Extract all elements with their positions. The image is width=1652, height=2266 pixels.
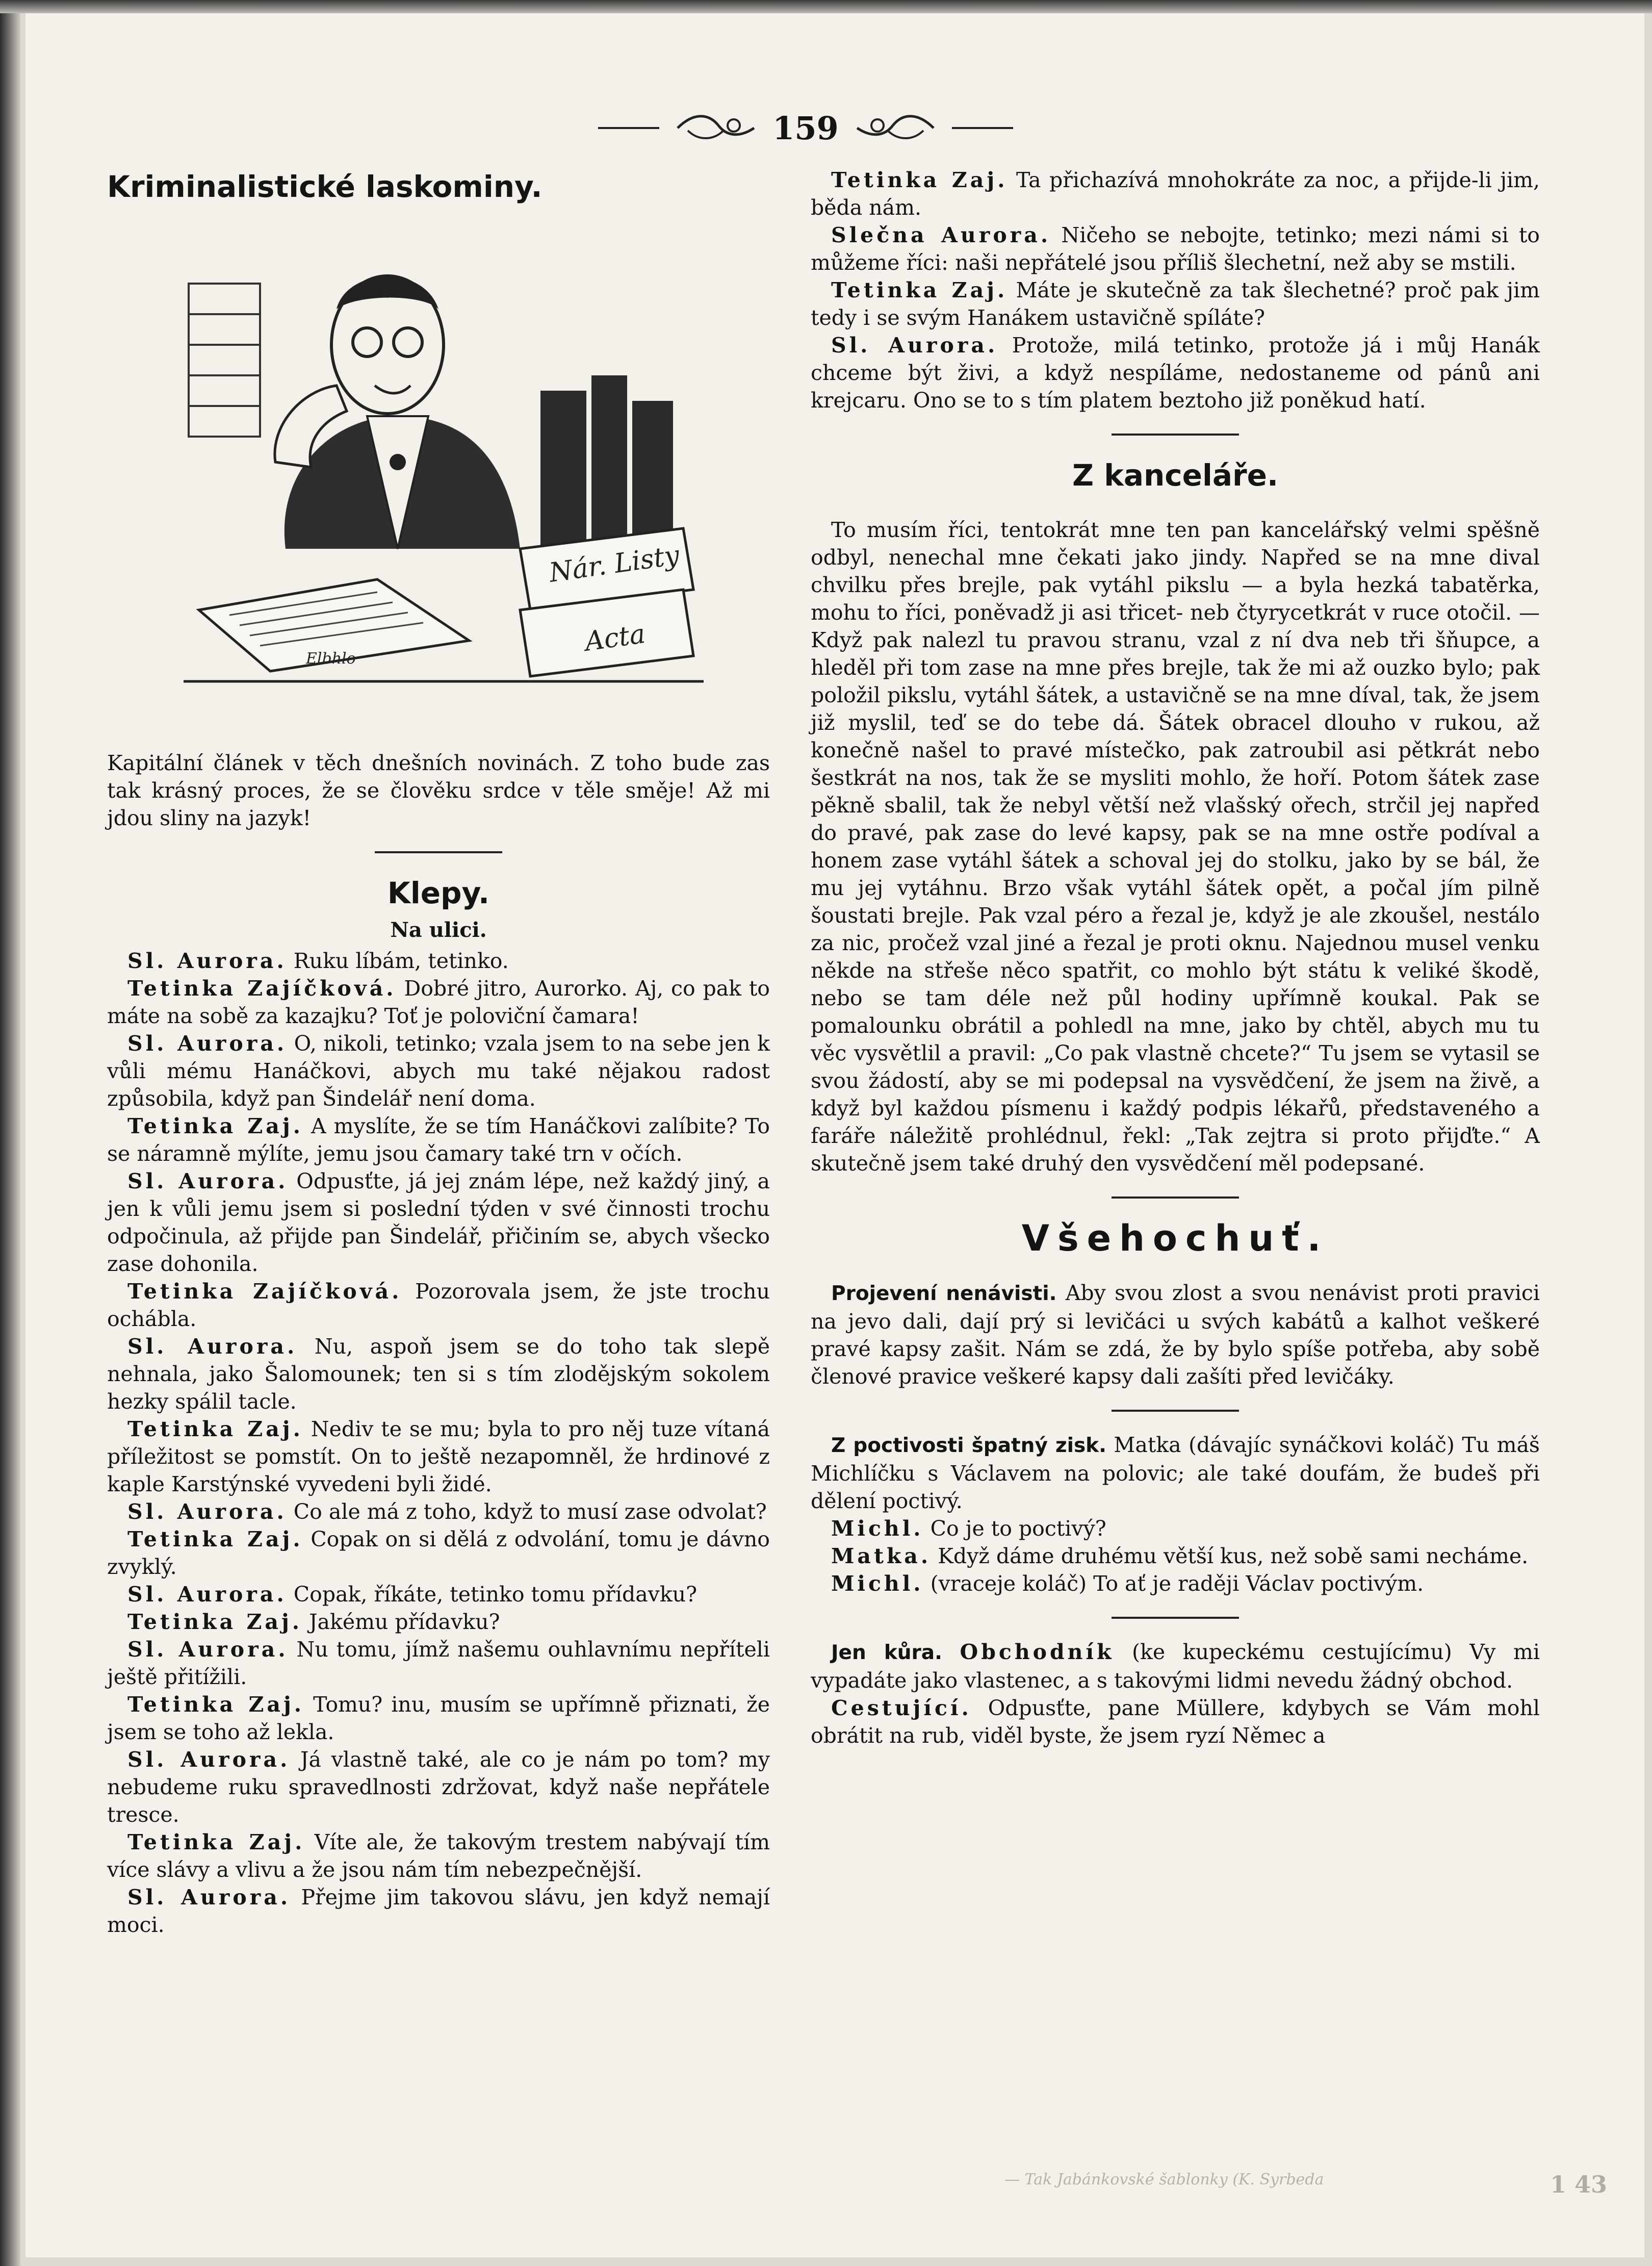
section-divider — [1112, 1196, 1239, 1199]
section-divider — [1112, 434, 1239, 436]
line-text: Ta přichazívá mnohokráte za noc, a přijde-li jim, běda nám. — [811, 168, 1540, 220]
dialogue-line — [107, 1167, 770, 1278]
dialogue-line — [107, 1525, 770, 1581]
ornament-left-icon — [673, 110, 759, 146]
line-text: Co ale má z toho, když to musí zase odvolat? — [293, 1499, 767, 1524]
article-title-klepy: Klepy. — [387, 876, 490, 910]
scan-edge-top — [0, 0, 1652, 13]
speaker: Sl. Aurora. — [127, 1031, 288, 1056]
speaker: Tetinka Zaj. — [127, 1527, 303, 1551]
caricature-caption: Kapitální článek v těch dnešních novinách. Z toho bude zas tak krásný proces, že se člověku srdce v těle směje! Až mi jdou sliny na jazyk! — [107, 751, 770, 830]
dialogue-line — [811, 276, 1540, 332]
dialogue-line — [107, 1581, 770, 1608]
dialogue-line — [107, 1112, 770, 1167]
head-rule-right — [952, 127, 1013, 129]
vsehochut-item-3 — [811, 1638, 1540, 1694]
item-lead: Z poctivosti špatný zisk. — [831, 1434, 1106, 1457]
speaker: Sl. Aurora. — [127, 1499, 287, 1524]
dialogue-line — [107, 1333, 770, 1415]
line-text: Nediv te se mu; byla to pro něj tuze vítaná příležitost se pomstít. On to ještě nezapomněl, že hrdinové z kaple Karstýnské vyvedeni byli židé. — [107, 1417, 770, 1496]
dialogue-line — [107, 1828, 770, 1883]
ornament-right-icon — [852, 110, 939, 146]
line-text: Copak, říkáte, tetinko tomu přídavku? — [293, 1582, 698, 1607]
speaker: Tetinka Zaj. — [127, 1114, 303, 1138]
speaker: Michl. — [831, 1516, 924, 1541]
vsehochut-item-1 — [811, 1279, 1540, 1390]
dialogue-line — [107, 1278, 770, 1333]
dialogue-line — [107, 947, 770, 975]
illustration-label-elbhlo: Elbhlo — [306, 650, 356, 668]
dialogue-line — [811, 332, 1540, 414]
item-text: Matka (dávajíc synáčkovi koláč) Tu máš Michlíčku s Václavem na polovic; ale také doufám, že budeš při dělení poctivý. — [811, 1433, 1540, 1513]
section-divider — [1112, 1617, 1239, 1619]
speaker: Slečna Aurora. — [831, 223, 1051, 247]
illustration-label-acta: Acta — [583, 618, 648, 657]
line-text: Odpusťte, pane Müllere, kdybych se Vám mohl obrátit na rub, viděl byste, že jsem ryzí Němec a — [811, 1696, 1540, 1748]
speaker: Tetinka Zajíčková. — [127, 976, 397, 1001]
left-column — [107, 166, 770, 1939]
dialogue-line — [107, 1608, 770, 1636]
speaker: Sl. Aurora. — [127, 1334, 298, 1359]
line-text: Pozorovala jsem, že jste trochu ochábla. — [107, 1279, 770, 1331]
line-text: (vraceje koláč) To ať je raději Václav poctivým. — [930, 1571, 1424, 1596]
line-text: Dobré jitro, Aurorko. Aj, co pak to máte na sobě za kazajku? Toť je poloviční čamara! — [107, 976, 770, 1028]
head-rule-left — [598, 127, 659, 129]
dialogue-line — [107, 1746, 770, 1828]
speaker: Tetinka Zaj. — [127, 1692, 305, 1717]
line-text: Tomu? inu, musím se upřímně přiznati, že jsem se toho až lekla. — [107, 1692, 770, 1744]
running-head — [581, 105, 1030, 151]
section-divider — [1112, 1410, 1239, 1412]
speaker: Sl. Aurora. — [127, 1885, 291, 1909]
article-title-kriminalisticke: Kriminalistické laskominy. — [107, 169, 543, 204]
line-text: Přejme jim takovou slávu, jen když nemají moci. — [107, 1885, 770, 1937]
speaker: Tetinka Zaj. — [127, 1417, 303, 1441]
speaker: Sl. Aurora. — [127, 1637, 289, 1662]
dialogue-line — [107, 975, 770, 1030]
newspaper-page — [25, 13, 1644, 2257]
speaker: Tetinka Zaj. — [831, 278, 1008, 302]
speaker: Sl. Aurora. — [127, 1582, 287, 1607]
speaker: Sl. Aurora. — [127, 1747, 291, 1772]
line-text: Co je to poctivý? — [930, 1516, 1106, 1541]
line-text: Ničeho se nebojte, tetinko; mezi námi si to můžeme říci: naši nepřátelé jsou příliš šlechetní, než aby se mstili. — [811, 223, 1540, 275]
dialogue-line — [107, 1883, 770, 1939]
line-text: (ke kupeckému cestujícímu) Vy mi vypadáte jako vlastenec, a s takovými lidmi nevedu žádný obchod. — [811, 1640, 1540, 1693]
item-text: Aby svou zlost a svou nenávist proti pravici na jevo dali, dají prý si levičáci u svých kabátů a kalhot veškeré pravé kapsy zašit. Nám se zdá, že by bylo spíše potřeba, aby sobě členové pravice veškeré kapsy dali zašíti před levičáky. — [811, 1281, 1540, 1389]
dialogue-line — [107, 1691, 770, 1746]
speaker: Sl. Aurora. — [127, 949, 287, 973]
dialogue-line — [811, 1694, 1540, 1749]
z-kancelare-body: To musím říci, tentokrát mne ten pan kancelářský velmi spěšně odbyl, nenechal mne čekati jako jindy. Napřed se na mne dival chvilku přes brejle, pak vytáhl pikslu — a byla hezká tabatěrka, mohu to říci, poněvadž ji asi třicet- neb čtyrycetkrát v ruce otočil. — Když pak nalezl tu pravou stranu, vzal z ní dva neb tři šňupce, a hleděl při tom zase na mne přes brejle, tak že mi až ouzko bylo; pak položil pikslu, vytáhl šátek, a ustavičně se na mne díval, tak, že jsem již myslil, teď se do tebe dá. Šátek obracel dlouho v rukou, až konečně našel to pravé místečko, pak zatroubil asi pětkrát nebo šestkrát na nos, tak že se mysliti mohlo, že hoří. Potom šátek zase pěkně sbalil, tak že nebyl větší než vlašský ořech, strčil jej napřed do pravé, pak zase do levé kapsy, pak se na mne ostře podíval a honem zase vytáhl šátek a schoval jej do stolku, jako by se bál, že mu jej vytáhnu. Brzo však vytáhl šátek opět, a počal jím pilně šoustati brejle. Pak vzal péro a řezal je, když je ale zkoušel, nestálo za nic, pročež vzal jiné a řezal je proti oknu. Najednou musel venku někde na střeše něco spatřit, co mohlo být státu k veliké škodě, nebo se tam déle než půl hodiny upřímně koukal. Pak se pomalounku obrátil a pohledl na mne, jako by chtěl, abych mu tu věc vysvětlil a pravil: „Co pak vlastně chcete?“ Tu jsem se vytasil se svou žádostí, aby se mi podepsal na vysvědčení, že jsem na živě, a když byl každou písmenu i každý podpis lékařů, představeného a faráře náležitě prohlédnul, řekl: „Tak zejtra si proto přijďte.“ A skutečně jsem také druhý den vysvědčení měl podepsané. — [811, 518, 1540, 1176]
item-lead: Projevení nenávisti. — [831, 1282, 1057, 1305]
caricature-illustration — [184, 222, 704, 722]
line-text: Nu, aspoň jsem se do toho tak slepě nehnala, jako Šalomounek; ten si s tím zlodějským sokolem hezky spálil tacle. — [107, 1334, 770, 1414]
line-text: Odpusťte, já jej znám lépe, než každý jiný, a jen k vůli jemu jsem si poslední týden v své činnosti trochu odpočinula, až přijde pan Šindelář, přičiním se, abych všecko zase dohonila. — [107, 1169, 770, 1276]
speaker: Michl. — [831, 1571, 924, 1596]
dialogue-line — [811, 166, 1540, 221]
subtitle-na-ulici: Na ulici. — [390, 918, 487, 942]
line-text: Máte je skutečně za tak šlechetné? proč pak jim tedy i se svým Hanákem ustavičně spíláte? — [811, 278, 1540, 330]
scan-edge-left — [0, 0, 20, 2266]
line-text: O, nikoli, tetinko; vzala jsem to na sebe jen k vůli mému Hanáčkovi, abych mu také nějakou radost způsobila, když pan Šindelář není doma. — [107, 1031, 770, 1111]
line-text: Protože, milá tetinko, protože já i můj Hanák chceme být živi, a když nespíláme, nedostaneme od pánů ani krejcaru. Ono se to s tím platem beztoho již poněkud hatí. — [811, 333, 1540, 413]
line-text: Jakému přídavku? — [309, 1610, 500, 1634]
speaker: Tetinka Zaj. — [127, 1610, 303, 1634]
bleed-through-footer: — Tak Jabánkovské šablonky (K. Syrbeda — [1004, 2171, 1324, 2188]
line-text: A myslíte, že se tím Hanáčkovi zalíbite? To se náramně mýlíte, jemu jsou čamary také trn v očích. — [107, 1114, 770, 1166]
speaker: Matka. — [831, 1544, 932, 1568]
speaker: Sl. Aurora. — [127, 1169, 289, 1193]
article-title-z-kancelare: Z kanceláře. — [1072, 458, 1278, 493]
speaker: Obchodník — [960, 1640, 1115, 1664]
speaker: Sl. Aurora. — [831, 333, 998, 358]
dialogue-line — [811, 221, 1540, 276]
spacer — [811, 1259, 1540, 1279]
item-lead: Jen kůra. — [831, 1641, 942, 1664]
dialogue-line — [107, 1636, 770, 1691]
dialogue-line — [107, 1030, 770, 1112]
speaker: Tetinka Zaj. — [831, 168, 1008, 192]
dialogue-line — [811, 1515, 1540, 1542]
illustration-label-nar-listy: Nár. Listy — [547, 540, 682, 589]
line-text: Ruku líbám, tetinko. — [293, 949, 509, 973]
speaker: Tetinka Zajíčková. — [127, 1279, 402, 1304]
line-text: Copak on si dělá z odvolání, tomu je dávno zvyklý. — [107, 1527, 770, 1579]
section-divider — [375, 851, 502, 853]
klepy-continuation — [811, 166, 1540, 414]
dialogue-line — [107, 1498, 770, 1525]
dialogue-line — [811, 1570, 1540, 1597]
line-text: Víte ale, že takovým trestem nabývají tím více slávy a vlivu a že jsou nám tím nebezpečnější. — [107, 1830, 770, 1882]
line-text: Nu tomu, jímž našemu ouhlavnímu nepříteli ještě přitížili. — [107, 1637, 770, 1689]
dialogue-line — [811, 1542, 1540, 1570]
spacer — [811, 496, 1540, 516]
page-number: 159 — [772, 109, 839, 147]
article-title-vsehochut: Všehochuť. — [1021, 1217, 1329, 1259]
line-text: Já vlastně také, ale co je nám po tom? my nebudeme ruku spravedlnosti zdržovat, když naše nepřátele tresce. — [107, 1747, 770, 1827]
page-mark: 1 43 — [1550, 2171, 1608, 2198]
right-column — [811, 166, 1540, 1749]
speaker: Tetinka Zaj. — [127, 1830, 305, 1854]
vsehochut-item-2 — [811, 1431, 1540, 1515]
line-text: Když dáme druhému větší kus, než sobě sami necháme. — [938, 1544, 1529, 1568]
speaker: Cestující. — [831, 1696, 972, 1720]
klepy-dialogue — [107, 947, 770, 1939]
dialogue-line — [107, 1415, 770, 1498]
